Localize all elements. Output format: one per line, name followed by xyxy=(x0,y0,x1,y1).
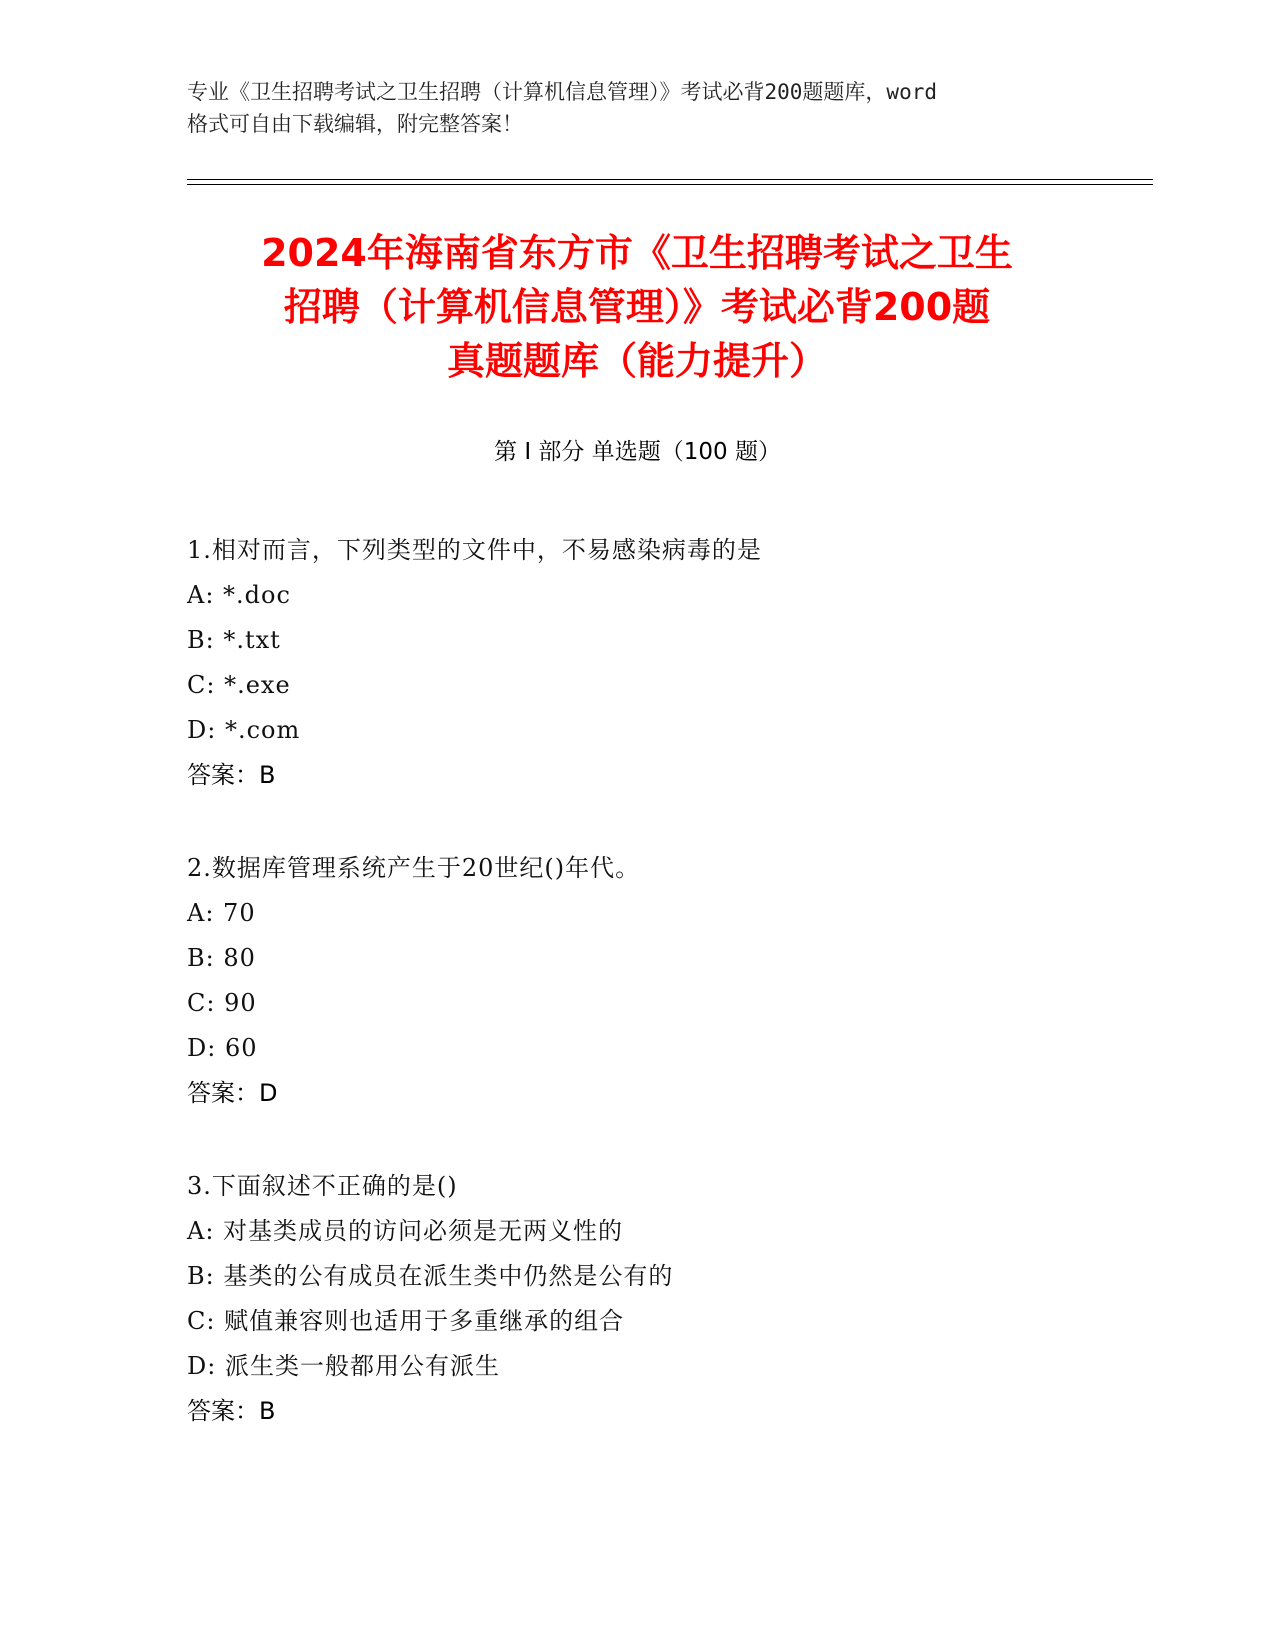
answer-label: 答案：B xyxy=(187,761,276,789)
question-item xyxy=(187,846,1087,1116)
header-note-line-1: 专业《卫生招聘考试之卫生招聘（计算机信息管理）》考试必背200题题库，word xyxy=(187,80,937,104)
part-heading: 第 I 部分 单选题（100 题） xyxy=(494,439,781,465)
question-stem: 1.相对而言，下列类型的文件中，不易感染病毒的是 xyxy=(187,536,762,564)
question-stem: 3.下面叙述不正确的是() xyxy=(187,1172,458,1200)
answer-label: 答案：D xyxy=(187,1079,278,1107)
title-line-1: 2024年海南省东方市《卫生招聘考试之卫生 xyxy=(261,231,1013,275)
header-divider-top xyxy=(187,179,1153,180)
option-d: D: 60 xyxy=(187,1034,258,1062)
option-c: C: *.exe xyxy=(187,671,291,699)
document-title xyxy=(187,226,1087,388)
option-a: A: 70 xyxy=(187,899,256,927)
option-b: B: *.txt xyxy=(187,626,281,654)
header-divider-bottom xyxy=(187,184,1153,185)
option-c: C: 90 xyxy=(187,989,257,1017)
question-item xyxy=(187,528,1087,798)
option-a: A: 对基类成员的访问必须是无两义性的 xyxy=(187,1217,624,1245)
option-d: D: *.com xyxy=(187,716,301,744)
header-note-line-2: 格式可自由下载编辑，附完整答案！ xyxy=(187,112,523,136)
header-note xyxy=(187,76,1107,140)
option-a: A: *.doc xyxy=(187,581,291,609)
option-c: C: 赋值兼容则也适用于多重继承的组合 xyxy=(187,1307,625,1335)
option-d: D: 派生类一般都用公有派生 xyxy=(187,1352,500,1380)
question-stem: 2.数据库管理系统产生于20世纪()年代。 xyxy=(187,854,641,882)
option-b: B: 基类的公有成员在派生类中仍然是公有的 xyxy=(187,1262,674,1290)
answer-label: 答案：B xyxy=(187,1397,276,1425)
title-line-3: 真题题库（能力提升） xyxy=(446,339,827,383)
question-item xyxy=(187,1164,1087,1434)
title-line-2: 招聘（计算机信息管理）》考试必背200题 xyxy=(283,285,991,329)
option-b: B: 80 xyxy=(187,944,256,972)
